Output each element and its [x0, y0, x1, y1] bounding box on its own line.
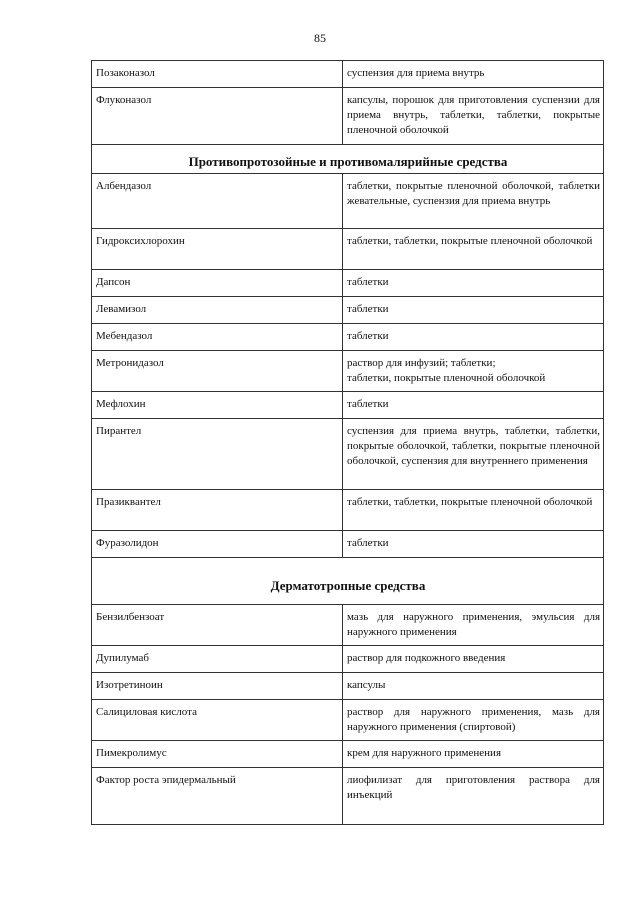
table-row	[92, 61, 604, 88]
drug-name: Флуконазол	[92, 88, 343, 145]
drug-name: Мефлохин	[92, 392, 343, 419]
table-row	[92, 673, 604, 700]
table-row	[92, 531, 604, 558]
table-row	[92, 297, 604, 324]
drug-name: Пирантел	[92, 419, 343, 490]
dosage-form: суспензия для приема внутрь	[343, 61, 604, 88]
drug-name: Бензилбензоат	[92, 605, 343, 646]
drug-name: Позаконазол	[92, 61, 343, 88]
dosage-form: таблетки, таблетки, покрытые пленочной оболочкой	[343, 229, 604, 270]
dosage-form: крем для наружного применения	[343, 741, 604, 768]
table-row	[92, 324, 604, 351]
dosage-form: таблетки, таблетки, покрытые пленочной оболочкой	[343, 490, 604, 531]
drug-name: Изотретиноин	[92, 673, 343, 700]
dosage-form: таблетки	[343, 297, 604, 324]
dosage-form: капсулы	[343, 673, 604, 700]
table-row	[92, 646, 604, 673]
table-row	[92, 174, 604, 229]
table-row	[92, 768, 604, 825]
dosage-form: раствор для подкожного введения	[343, 646, 604, 673]
table-row	[92, 88, 604, 145]
dosage-form: капсулы, порошок для приготовления суспензии для приема внутрь, таблетки, таблетки, покрытые пленочной оболочкой	[343, 88, 604, 145]
dosage-form: раствор для наружного применения, мазь для наружного применения (спиртовой)	[343, 700, 604, 741]
drug-name: Пимекролимус	[92, 741, 343, 768]
drug-name: Фактор роста эпидермальный	[92, 768, 343, 825]
drug-name: Празиквантел	[92, 490, 343, 531]
table-row	[92, 419, 604, 490]
table-row	[92, 741, 604, 768]
dosage-form: таблетки, покрытые пленочной оболочкой, таблетки жевательные, суспензия для приема внутрь	[343, 174, 604, 229]
drug-name: Фуразолидон	[92, 531, 343, 558]
section-heading: Противопротозойные и противомалярийные средства	[92, 145, 604, 174]
drug-name: Гидроксихлорохин	[92, 229, 343, 270]
drug-name: Метронидазол	[92, 351, 343, 392]
drug-name: Салициловая кислота	[92, 700, 343, 741]
table-row	[92, 229, 604, 270]
drug-name: Дупилумаб	[92, 646, 343, 673]
table-row	[92, 605, 604, 646]
section-heading: Дерматотропные средства	[92, 558, 604, 605]
dosage-form: суспензия для приема внутрь, таблетки, таблетки, покрытые оболочкой, таблетки, покрытые пленочной оболочкой, суспензия для внутреннего применения	[343, 419, 604, 490]
page-number: 85	[314, 31, 326, 45]
drug-name: Левамизол	[92, 297, 343, 324]
dosage-form: таблетки	[343, 392, 604, 419]
table-row	[92, 490, 604, 531]
table-row	[92, 700, 604, 741]
section-row	[92, 558, 604, 605]
table-row	[92, 351, 604, 392]
dosage-form: таблетки	[343, 324, 604, 351]
table-row	[92, 392, 604, 419]
drug-name: Мебендазол	[92, 324, 343, 351]
drug-name: Албендазол	[92, 174, 343, 229]
drug-name: Дапсон	[92, 270, 343, 297]
dosage-form: лиофилизат для приготовления раствора для инъекций	[343, 768, 604, 825]
section-row	[92, 145, 604, 174]
dosage-form: мазь для наружного применения, эмульсия для наружного применения	[343, 605, 604, 646]
drug-table	[91, 60, 604, 825]
dosage-form: таблетки	[343, 531, 604, 558]
dosage-form: раствор для инфузий; таблетки; таблетки, покрытые пленочной оболочкой	[343, 351, 604, 392]
table-row	[92, 270, 604, 297]
dosage-form: таблетки	[343, 270, 604, 297]
